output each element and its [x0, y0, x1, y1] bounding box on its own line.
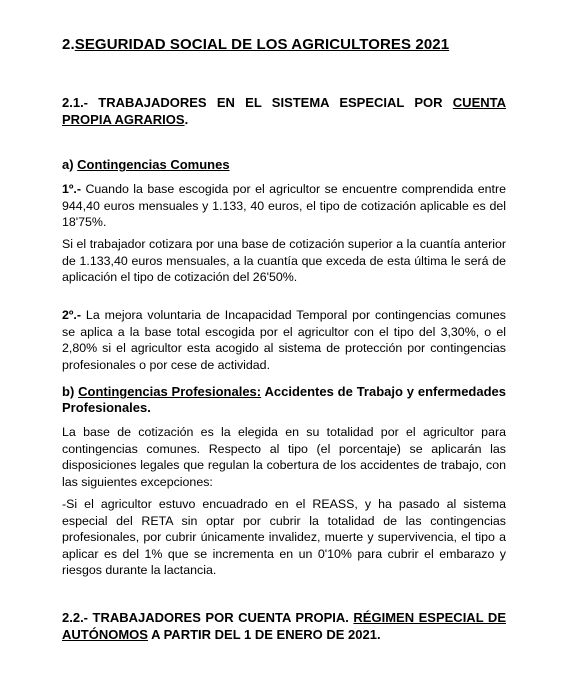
paragraph-1-text: Cuando la base escogida por el agricultor se encuentre comprendida entre 944,40 euros mensuales y 1.133, 40 euros, el tipo de cotización aplicable es del 18'75%. [62, 182, 506, 230]
paragraph-3-number: 2º.- [62, 308, 81, 322]
subsection-a-title: Contingencias Comunes [77, 157, 230, 172]
paragraph-1-number: 1º.- [62, 182, 81, 196]
section-2-2-prefix: 2.2.- TRABAJADORES POR CUENTA PROPIA. [62, 610, 354, 625]
section-2-heading [62, 36, 449, 53]
section-2-2-heading [62, 609, 506, 643]
subsection-b-rest: Accidentes de Trabajo y enfermedades Profesionales. [62, 384, 506, 415]
section-2-2-underlined: RÉGIMEN ESPECIAL DE AUTÓNOMOS [62, 610, 506, 642]
section-2-number: 2. [62, 36, 75, 53]
paragraph-2 [62, 236, 506, 286]
subsection-a-marker: a) [62, 157, 78, 172]
section-2-1-underlined: CUENTA PROPIA AGRARIOS [62, 95, 506, 127]
subsection-b-title: Contingencias Profesionales: [78, 384, 262, 399]
paragraph-5 [62, 496, 506, 579]
subsection-b-heading [62, 384, 506, 416]
paragraph-4-text: La base de cotización es la elegida en su totalidad por el agricultor para contingencias comunes. Respecto al tipo (el porcentaje) se aplicarán las disposiciones legales que regulan la cobertura de los accidentes de trabajo, con las siguientes excepciones: [62, 425, 506, 489]
section-2-1-prefix: 2.1.- TRABAJADORES EN EL SISTEMA ESPECIAL POR [62, 95, 453, 110]
section-2-title: SEGURIDAD SOCIAL DE LOS AGRICULTORES 2021 [74, 36, 450, 53]
paragraph-3 [62, 307, 506, 373]
section-2-1-suffix: . [184, 112, 189, 127]
section-2-1-heading [62, 94, 506, 128]
paragraph-4 [62, 424, 506, 490]
paragraph-1 [62, 181, 506, 231]
subsection-a-heading [62, 157, 506, 173]
paragraph-3-text: La mejora voluntaria de Incapacidad Temporal por contingencias comunes se aplica a la base total escogida por el agricultor con el tipo del 3,30%, o el 2,80% si el agricultor esta acogido al sistema de protección por contingencias profesionales o por cese de actividad. [62, 308, 506, 372]
section-2-2-suffix: A PARTIR DEL 1 DE ENERO DE 2021. [147, 627, 381, 642]
subsection-b-marker: b) [62, 384, 79, 399]
paragraph-5-text: -Si el agricultor estuvo encuadrado en el REASS, y ha pasado al sistema especial del RETA sin optar por cubrir la totalidad de las contingencias profesionales, por cubrir únicamente invalidez, muerte y supervivencia, el tipo a aplicar es del 1% que se incrementa en un 0'10% para cubrir el embarazo y riesgos durante la lactancia. [62, 497, 506, 578]
paragraph-2-text: Si el trabajador cotizara por una base de cotización superior a la cuantía anterior de 1.133,40 euros mensuales, a la cuantía que exceda de esta última le será de aplicación el tipo de cotización del 26'50%. [62, 237, 506, 285]
